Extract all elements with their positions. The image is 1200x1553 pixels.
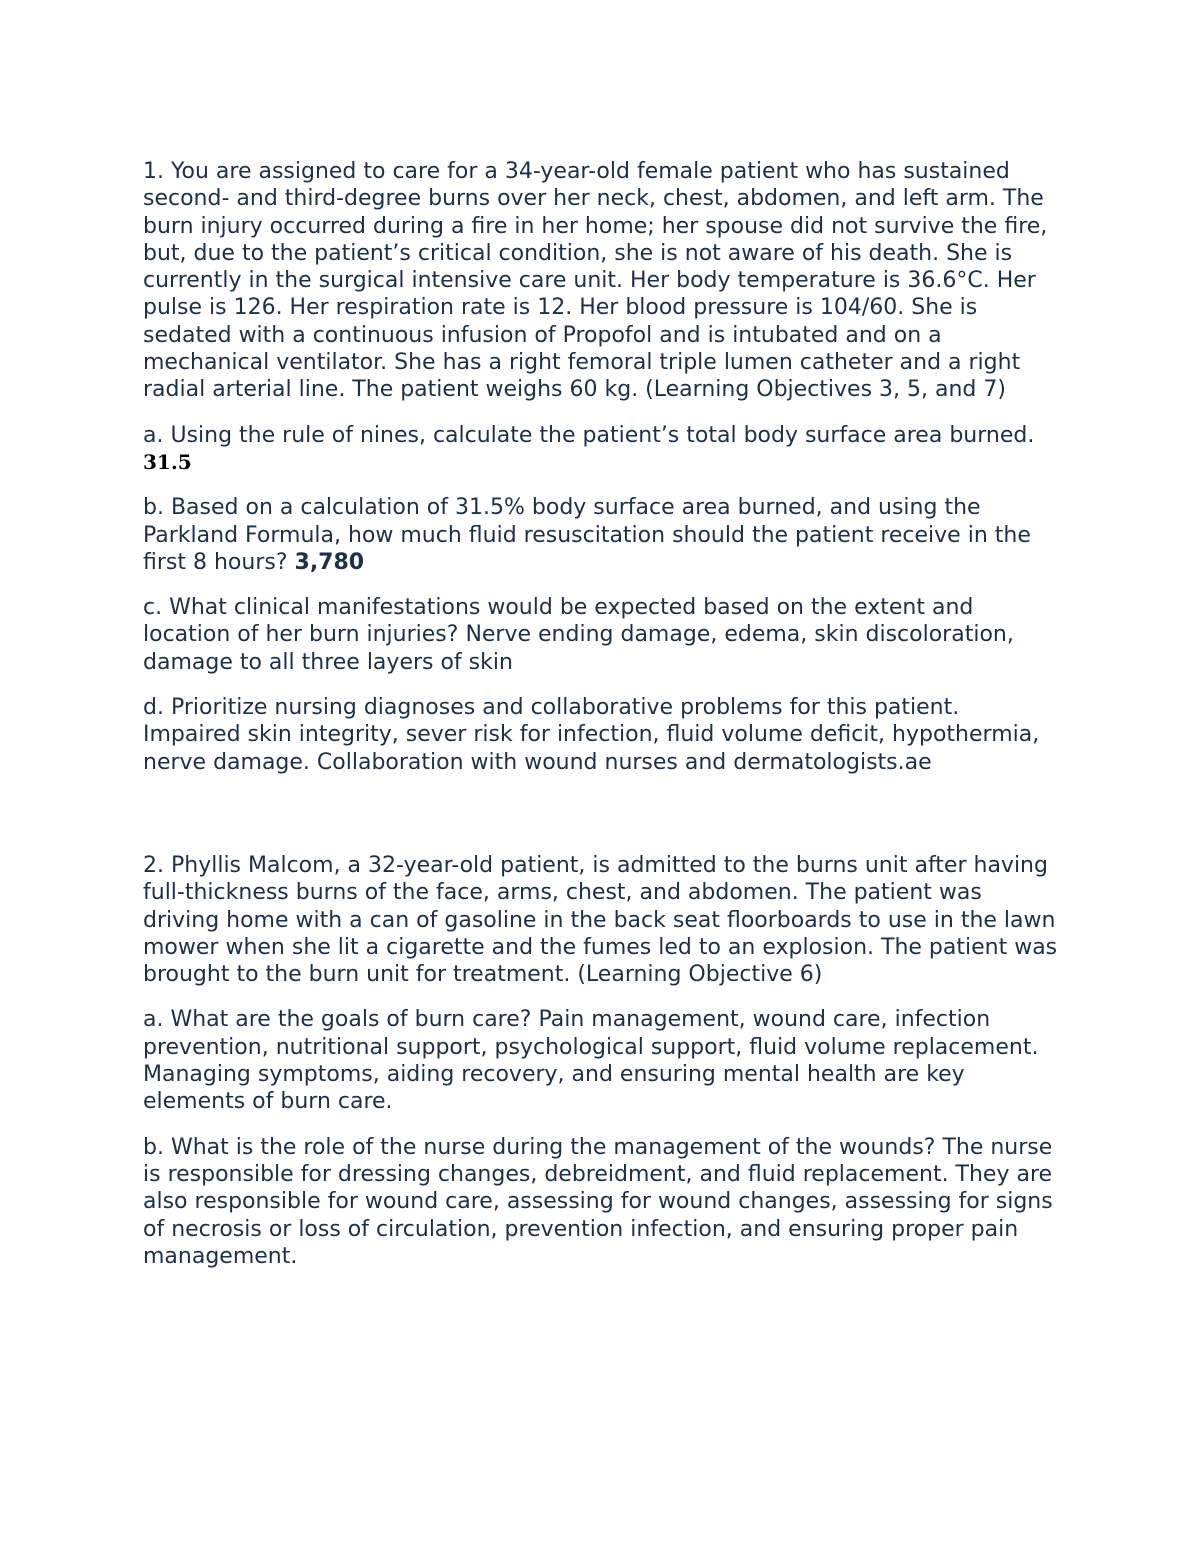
section-spacer bbox=[143, 794, 1063, 852]
question-1-stem: 1. You are assigned to care for a 34-year-old female patient who has sustained second- and third-degree burns over her neck, chest, abdomen, and left arm. The burn injury occurred during a fire in her home; her spouse did not survive the fire, but, due to the patient’s critical condition, she is not aware of his death. She is currently in the surgical intensive care unit. Her body temperature is 36.6°C. Her pulse is 126. Her respiration rate is 12. Her blood pressure is 104/60. She is sedated with a continuous infusion of Propofol and is intubated and on a mechanical ventilator. She has a right femoral triple lumen catheter and a right radial arterial line. The patient weighs 60 kg. (Learning Objectives 3, 5, and 7) bbox=[143, 159, 1048, 403]
question-2a: a. What are the goals of burn care? Pain management, wound care, infection prevention, nutritional support, psychological support, fluid volume replacement. Managing symptoms, aiding recovery, and ensuring mental health are key elements of burn care. bbox=[143, 1007, 1039, 1115]
question-1a-text: a. Using the rule of nines, calculate the patient’s total body surface area burned. bbox=[143, 422, 1035, 448]
document-page bbox=[143, 158, 1063, 1288]
question-1b-answer: 3,780 bbox=[294, 549, 365, 575]
question-1a bbox=[143, 422, 1063, 477]
question-1a-answer: 31.5 bbox=[143, 449, 192, 474]
question-1c: c. What clinical manifestations would be expected based on the extent and location of her burn injuries? Nerve ending damage, edema, skin discoloration, damage to all three layers of skin bbox=[143, 595, 1014, 675]
question-2b: b. What is the role of the nurse during the management of the wounds? The nurse is responsible for dressing changes, debreidment, and fluid replacement. They are also responsible for wound care, assessing for wound changes, assessing for signs of necrosis or loss of circulation, prevention infection, and ensuring proper pain management. bbox=[143, 1134, 1053, 1269]
question-2-stem: 2. Phyllis Malcom, a 32-year-old patient, is admitted to the burns unit after having full-thickness burns of the face, arms, chest, and abdomen. The patient was driving home with a can of gasoline in the back seat floorboards to use in the lawn mower when she lit a cigarette and the fumes led to an explosion. The patient was brought to the burn unit for treatment. (Learning Objective 6) bbox=[143, 852, 1058, 988]
question-1b-text: b. Based on a calculation of 31.5% body surface area burned, and using the Parkland Formula, how much fluid resuscitation should the patient receive in the first 8 hours? bbox=[143, 495, 1031, 575]
question-1b bbox=[143, 494, 1063, 576]
question-1d: d. Prioritize nursing diagnoses and collaborative problems for this patient. Impaired skin integrity, sever risk for infection, fluid volume deficit, hypothermia, nerve damage. Collaboration with wound nurses and dermatologists.ae bbox=[143, 695, 1040, 775]
